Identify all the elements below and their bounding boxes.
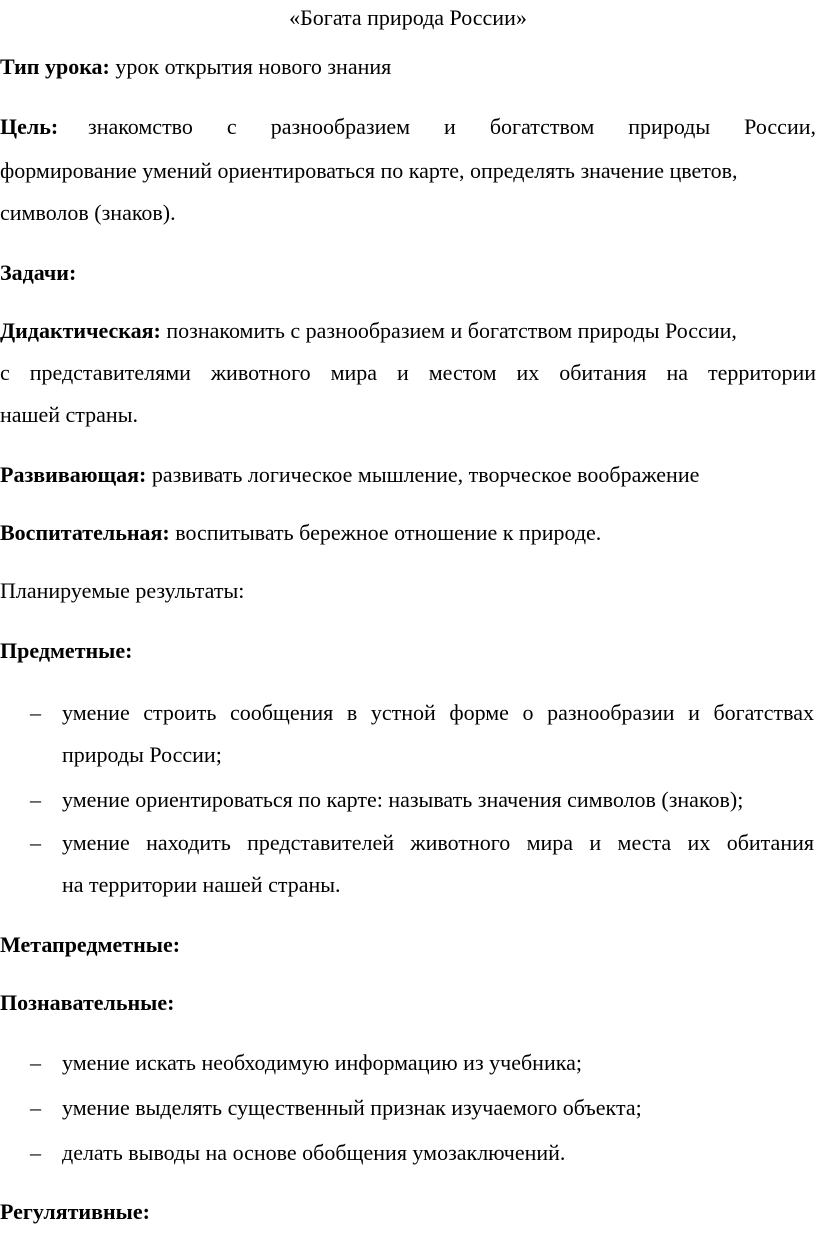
subject-item-3-line-2: на территории нашей страны. <box>62 872 341 897</box>
subject-item-3-line-1: умение находить представителей животного мира и места их обитания <box>62 830 814 855</box>
didactic-line-2: с представителями животного мира и местом их обитания на территории <box>0 360 816 385</box>
didactic-line-3: нашей страны. <box>0 402 138 427</box>
developing-task <box>0 462 816 488</box>
dash-marker: – <box>30 1140 41 1165</box>
cognitive-heading <box>0 990 816 1016</box>
developing-text: развивать логическое мышление, творческое воображение <box>146 462 700 487</box>
cognitive-item-3-text: делать выводы на основе обобщения умозаключений. <box>62 1140 566 1165</box>
subject-heading-text: Предметные: <box>0 638 133 663</box>
dash-marker: – <box>30 700 41 725</box>
educational-task <box>0 520 816 546</box>
lesson-type-value: урок открытия нового знания <box>109 54 392 79</box>
document-title: «Богата природа России» <box>289 5 527 30</box>
dash-marker: – <box>30 787 41 812</box>
subject-item-2-line-1: умение ориентироваться по карте: называть значения символов (знаков); <box>62 787 744 812</box>
dash-marker: – <box>30 830 41 855</box>
didactic-line-1 <box>0 318 816 344</box>
developing-label: Развивающая: <box>0 462 147 487</box>
lesson-type-label: Тип урока: <box>0 54 110 79</box>
cognitive-item-1-text: умение искать необходимую информацию из учебника; <box>62 1050 582 1075</box>
educational-label: Воспитательная: <box>0 520 170 545</box>
subject-item-1-line-1: умение строить сообщения в устной форме о разнообразии и богатствах <box>62 700 814 725</box>
regulatory-heading-text: Регулятивные: <box>0 1199 150 1224</box>
goal-line-2: формирование умений ориентироваться по карте, определять значение цветов, <box>0 158 738 183</box>
metasubject-heading-text: Метапредметные: <box>0 932 181 957</box>
dash-marker: – <box>30 1095 41 1120</box>
goal-text-1: знакомство с разнообразием и богатством природы России, <box>88 114 816 139</box>
subject-item-1-line-2: природы России; <box>62 742 222 767</box>
metasubject-heading <box>0 932 816 958</box>
cognitive-item-2-text: умение выделять существенный признак изучаемого объекта; <box>62 1095 642 1120</box>
planned-results: Планируемые результаты: <box>0 578 245 603</box>
subject-heading <box>0 638 816 664</box>
cognitive-heading-text: Познавательные: <box>0 990 175 1015</box>
didactic-text-1: познакомить с разнообразием и богатством природы России, <box>160 318 737 343</box>
goal-label: Цель: <box>0 114 59 139</box>
tasks-heading-text: Задачи: <box>0 260 77 285</box>
lesson-type <box>0 54 816 80</box>
dash-marker: – <box>30 1050 41 1075</box>
educational-text: воспитывать бережное отношение к природе. <box>169 520 602 545</box>
goal-line-3: символов (знаков). <box>0 200 176 225</box>
tasks-heading <box>0 260 816 286</box>
didactic-label: Дидактическая: <box>0 318 161 343</box>
regulatory-heading <box>0 1199 816 1225</box>
